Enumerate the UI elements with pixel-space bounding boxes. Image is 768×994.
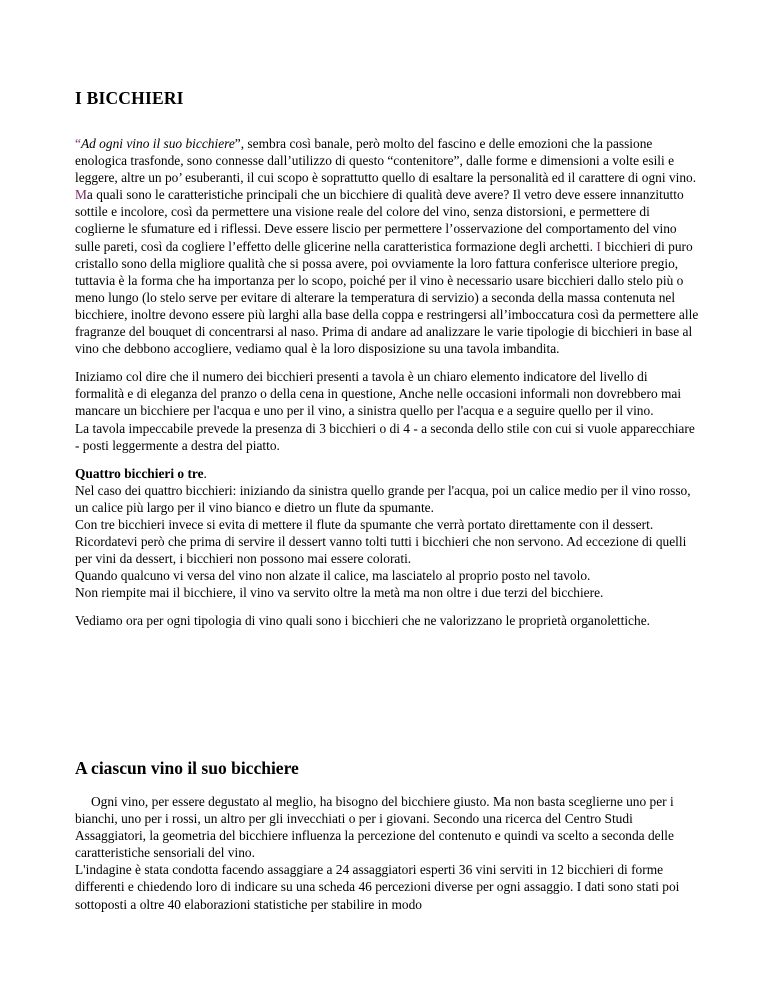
open-quote: “ <box>75 136 81 151</box>
glasses-count-line-4: Quando qualcuno vi versa del vino non alzate il calice, ma lasciatelo al proprio posto nel tavolo. <box>75 568 591 584</box>
intro-paragraph <box>75 135 699 357</box>
section-body <box>75 793 699 913</box>
section-heading: A ciascun vino il suo bicchiere <box>75 758 299 778</box>
intro-text-3: bicchieri di puro cristallo sono della migliore qualità che si possa avere, poi ovviamente la loro fattura conferisce ulteriore pregio, tuttavia è la forma che ha importanza per lo scopo, poiché per il vino è necessario usare bicchieri dallo stelo più o meno lungo (lo stelo serve per evitare di alterare la temperatura di servizio) a seconda della massa contenuta nel bicchiere, inoltre devono essere più larghi alla base della coppa e restringersi all’imboccatura così da permettere alle fragranze del bouquet di concentrarsi al naso. Prima di andare ad analizzare le varie tipologie di bicchieri in base al vino che debbono accogliere, vediamo qual è la loro disposizione su una tavola imbandita. <box>75 238 699 357</box>
glasses-count-paragraph <box>75 465 699 602</box>
glasses-count-line-3: Ricordatevi però che prima di servire il dessert vanno tolti tutti i bicchieri che non servono. Ad eccezione di quelli per vini da dessert, i bicchieri non possono mai essere colorati. <box>75 534 687 567</box>
glasses-count-line-1: Nel caso dei quattro bicchieri: iniziando da sinistra quello grande per l'acqua, poi un calice medio per il vino rosso, un calice più largo per il vino bianco e dietro un flute da spumante. <box>75 482 691 515</box>
quoted-title: Ad ogni vino il suo bicchiere <box>80 136 235 151</box>
glasses-count-title: Quattro bicchieri o tre <box>75 465 204 481</box>
section-text-1: Ogni vino, per essere degustato al meglio, ha bisogno del bicchiere giusto. Ma non basta sceglierne uno per i bianchi, uno per i rossi, un altro per gli invecchiati o per i giovani. Secondo una ricerca del Centro Studi Assaggiatori, la geometria del bicchiere influenza la percezione del contenuto e quindi va scelto a seconda delle caratteristiche sensoriali del vino. <box>75 794 674 861</box>
table-setting-paragraph <box>75 368 699 453</box>
intro-text-1: ”, sembra così banale, però molto del fascino e delle emozioni che la passione enologica trasfonde, sono connesse dall’utilizzo di questo “contenitore”, dalle forme e dimensioni a volte esili e leggere, altre un po’ esuberanti, il cui scopo è soprattutto quello di esaltare la personalità ed il carattere di ogni vino. <box>75 136 697 186</box>
section-indent <box>75 794 91 809</box>
glasses-count-line-2: Con tre bicchieri invece si evita di mettere il flute da spumante che verrà portato direttamente con il dessert. <box>75 516 654 532</box>
wine-types-paragraph: Vediamo ora per ogni tipologia di vino quali sono i bicchieri che ne valorizzano le proprietà organolettiche. <box>75 613 650 629</box>
table-setting-text-2: La tavola impeccabile prevede la presenza di 3 bicchieri o di 4 - a seconda dello stile con cui si vuole apparecchiare - posti leggermente a destra del piatto. <box>75 420 695 453</box>
page-title: I BICCHIERI <box>75 88 184 108</box>
section-paragraph-1 <box>75 793 699 913</box>
section-text-2: L'indagine è stata condotta facendo assaggiare a 24 assaggiatori esperti 36 vini serviti in 12 bicchieri di forme differenti e chiedendo loro di indicare su una scheda 46 percezioni diverse per ogni assaggio. I dati sono stati poi sottoposti a oltre 40 elaborazioni statistiche per stabilire in modo <box>75 862 680 912</box>
ma-initial: M <box>75 187 87 203</box>
i-initial: I <box>596 238 601 254</box>
glasses-count-title-end: . <box>203 465 207 481</box>
glasses-count-line-5: Non riempite mai il bicchiere, il vino va servito oltre la metà ma non oltre i due terzi del bicchiere. <box>75 585 604 601</box>
intro-text-2: a quali sono le caratteristiche principali che un bicchiere di qualità deve avere? Il vetro deve essere innanzitutto sottile e incolore, così da permettere una visione reale del colore del vino, senza distorsioni, e permettere di coglierne le sfumature ed i riflessi. Deve essere liscio per permettere l’osservazione del comportamento del vino sulle pareti, così da cogliere l’effetto delle glicerine nella caratteristica formazione degli archetti. <box>75 187 684 254</box>
table-setting-text-1: Iniziamo col dire che il numero dei bicchieri presenti a tavola è un chiaro elemento indicatore del livello di formalità e di eleganza del pranzo o della cena in questione, Anche nelle occasioni informali non dovrebbero mai mancare un bicchiere per l'acqua e uno per il vino, a sinistra quello per l'acqua e a seguire quello per il vino. <box>75 369 682 419</box>
article-body <box>75 135 699 641</box>
